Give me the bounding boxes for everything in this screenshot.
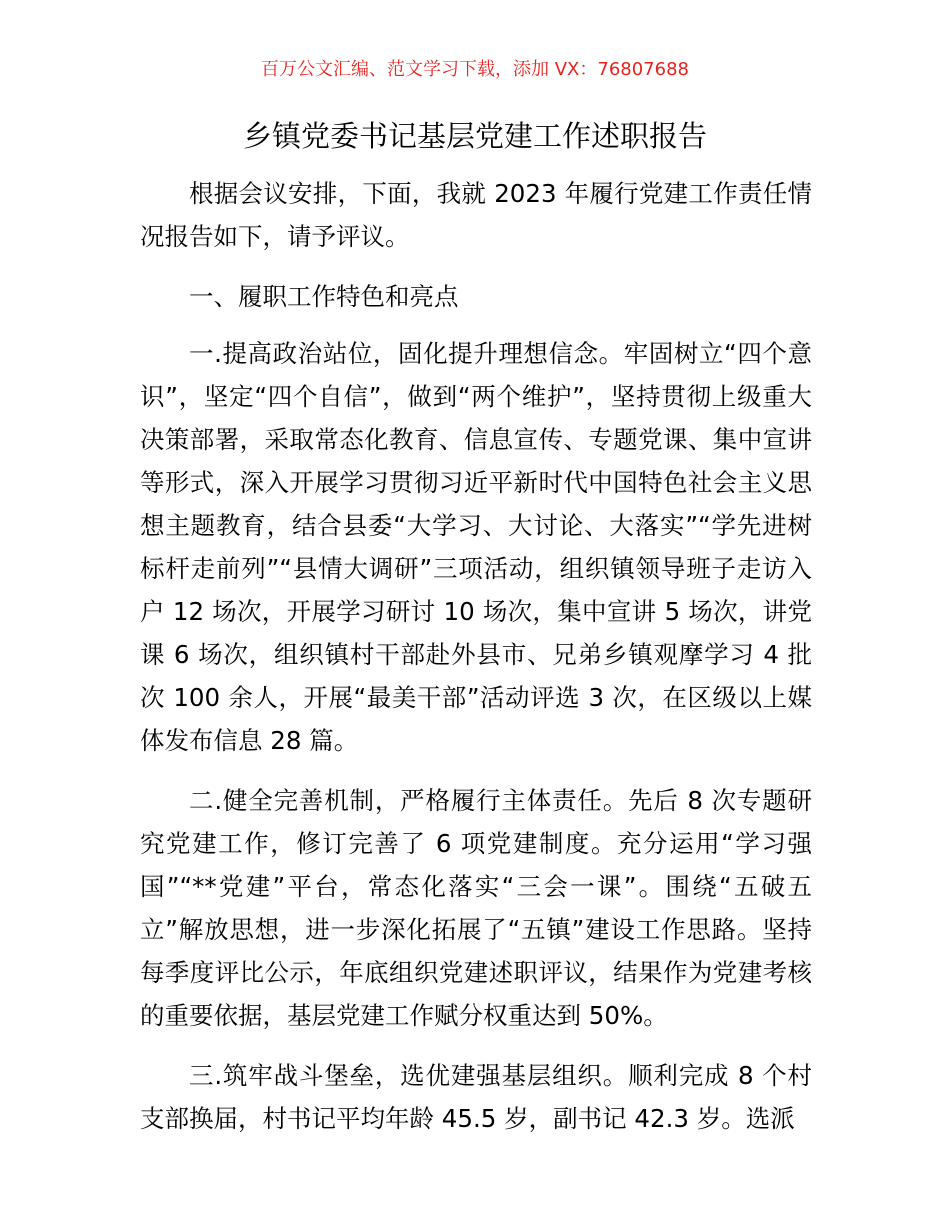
intro-paragraph: 根据会议安排，下面，我就 2023 年履行党建工作责任情况报告如下，请予评议。	[140, 179, 812, 251]
document-body	[140, 172, 812, 1157]
watermark-banner: 百万公文汇编、范文学习下载，添加 VX：76807688	[261, 59, 689, 80]
body-paragraph-3: 三.筑牢战斗堡垒，选优建强基层组织。顺利完成 8 个村支部换届，村书记平均年龄 45.5 岁，副书记 42.3 岁。选派	[140, 1061, 812, 1133]
section-heading: 一、履职工作特色和亮点	[189, 282, 459, 311]
document-title: 乡镇党委书记基层党建工作述职报告	[242, 119, 707, 153]
body-paragraph-2: 二.健全完善机制，严格履行主体责任。先后 8 次专题研究党建工作，修订完善了 6 项党建制度。充分运用“学习强国”“**党建”平台，常态化落实“三会一课”。围绕“五破五立”解放思想，进一步深化拓展了“五镇”建设工作思路。坚持每季度评比公示，年底组织党建述职评议，结果作为党建考核的重要依据，基层党建工作赋分权重达到 50%。	[140, 786, 812, 1030]
body-paragraph-1: 一.提高政治站位，固化提升理想信念。牢固树立“四个意识”，坚定“四个自信”，做到“两个维护”，坚持贯彻上级重大决策部署，采取常态化教育、信息宣传、专题党课、集中宣讲等形式，深入开展学习贯彻习近平新时代中国特色社会主义思想主题教育，结合县委“大学习、大讨论、大落实”“学先进树标杆走前列”“县情大调研”三项活动，组织镇领导班子走访入户 12 场次，开展学习研讨 10 场次，集中宣讲 5 场次，讲党课 6 场次，组织镇村干部赴外县市、兄弟乡镇观摩学习 4 批次 100 余人，开展“最美干部”活动评选 3 次，在区级以上媒体发布信息 28 篇。	[140, 339, 812, 755]
